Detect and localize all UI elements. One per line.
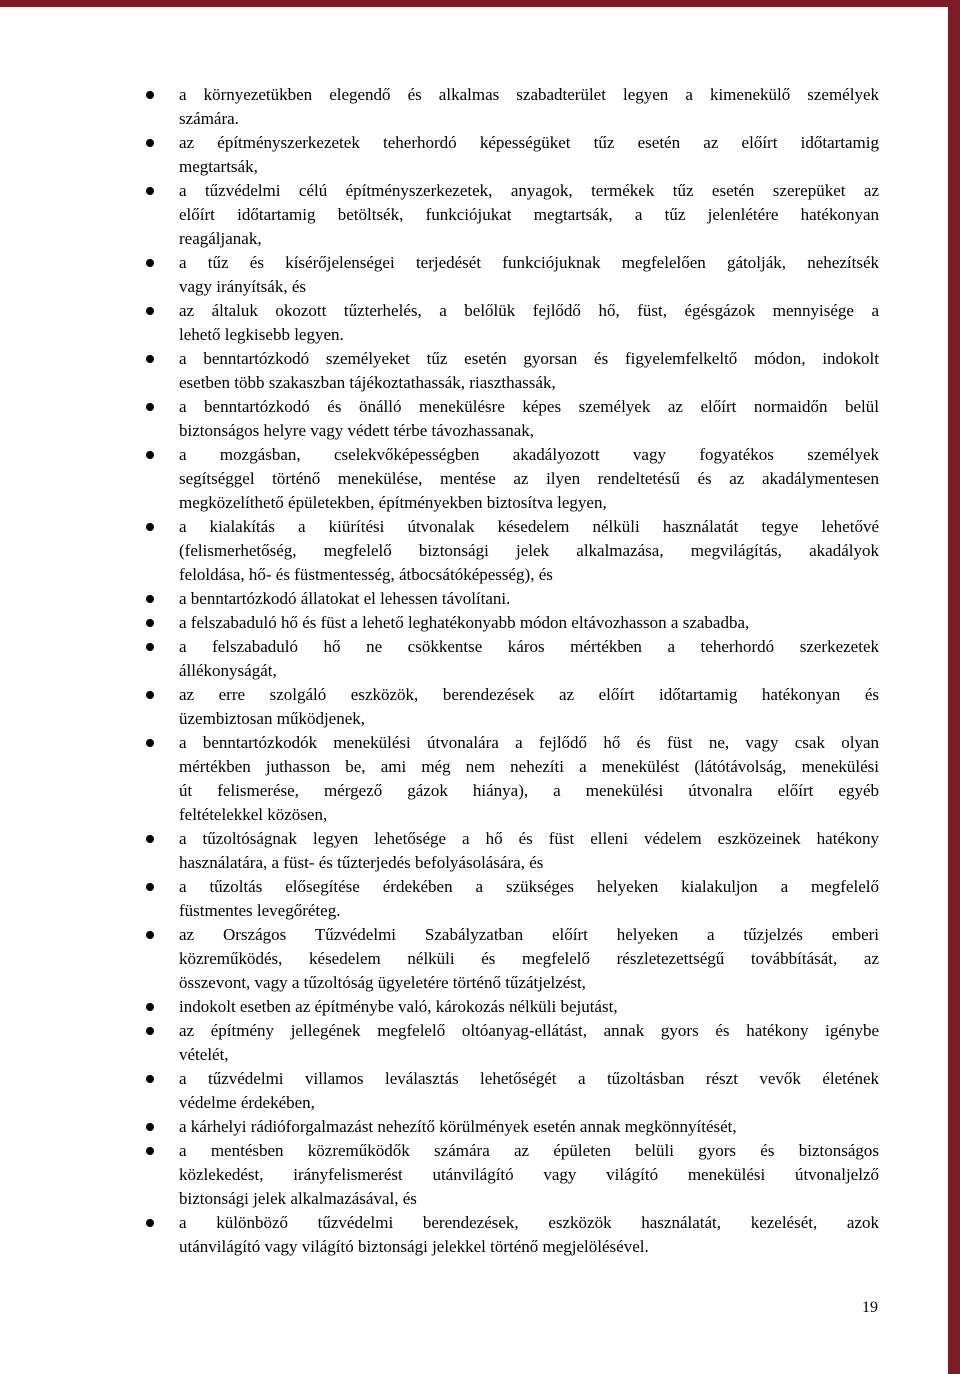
list-item-line: üzembiztosan működjenek, — [179, 709, 366, 728]
list-item — [179, 587, 879, 611]
list-item — [179, 611, 879, 635]
list-item-line: vagy irányítsák, és — [179, 277, 306, 296]
list-item-line: közlekedést, irányfelismerést utánvilágító vagy világító menekülési útvonaljelző — [179, 1165, 879, 1184]
list-item-line: feltételekkel közösen, — [179, 805, 328, 824]
list-item-line: használatára, a füst- és tűzterjedés befolyásolására, és — [179, 853, 544, 872]
bullet-marker — [146, 403, 154, 411]
bullet-marker — [146, 619, 154, 627]
list-item-line: a tűzvédelmi célú építményszerkezetek, anyagok, termékek tűz esetén szerepüket az — [179, 181, 879, 200]
list-item — [179, 83, 879, 131]
list-item-line: a mozgásban, cselekvőképességben akadályozott vagy fogyatékos személyek — [179, 445, 879, 464]
list-item-line: utánvilágító vagy világító biztonsági jelekkel történő megjelölésével. — [179, 1237, 649, 1256]
bullet-marker — [146, 835, 154, 843]
list-item-line: a felszabaduló hő és füst a lehető leghatékonyabb módon eltávozhasson a szabadba, — [179, 613, 750, 632]
bullet-marker — [146, 1003, 154, 1011]
list-item-line: a környezetükben elegendő és alkalmas szabadterület legyen a kimenekülő személyek — [179, 85, 879, 104]
bullet-marker — [146, 931, 154, 939]
bullet-marker — [146, 691, 154, 699]
list-item-line: a tűzvédelmi villamos leválasztás lehetőségét a tűzoltásban részt vevők életének — [179, 1069, 879, 1088]
list-item-line: a tűz és kísérőjelenségei terjedését funkciójuknak megfelelően gátolják, nehezítsék — [179, 253, 879, 272]
list-item — [179, 131, 879, 179]
bullet-marker — [146, 355, 154, 363]
list-item-line: a benntartózkodó állatokat el lehessen távolítani. — [179, 589, 511, 608]
list-item-line: védelme érdekében, — [179, 1093, 315, 1112]
list-item — [179, 179, 879, 251]
list-item-line: a benntartózkodók menekülési útvonalára a fejlődő hő és füst ne, vagy csak olyan — [179, 733, 879, 752]
bullet-marker — [146, 139, 154, 147]
bullet-marker — [146, 1123, 154, 1131]
list-item — [179, 395, 879, 443]
bullet-marker — [146, 1075, 154, 1083]
list-item — [179, 1139, 879, 1211]
list-item-line: állékonyságát, — [179, 661, 277, 680]
list-item-line: a felszabaduló hő ne csökkentse káros mértékben a teherhordó szerkezetek — [179, 637, 879, 656]
list-item-line: vételét, — [179, 1045, 229, 1064]
list-item-line: megközelíthető épületekben, építményekben biztosítva legyen, — [179, 493, 607, 512]
bullet-marker — [146, 451, 154, 459]
list-item — [179, 1211, 879, 1259]
list-item — [179, 347, 879, 395]
list-item-line: a benntartózkodó és önálló menekülésre képes személyek az előírt normaidőn belül — [179, 397, 879, 416]
list-item-line: biztonsági jelek alkalmazásával, és — [179, 1189, 417, 1208]
list-item-line: segítséggel történő menekülése, mentése az ilyen rendeltetésű és az akadálymentesen — [179, 469, 879, 488]
list-item-line: előírt időtartamig betöltsék, funkciójukat megtartsák, a tűz jelenlétére hatékonyan — [179, 205, 879, 224]
list-item-line: összevont, vagy a tűzoltóság ügyeletére történő tűzátjelzést, — [179, 973, 586, 992]
bullet-marker — [146, 883, 154, 891]
list-item-line: a kárhelyi rádióforgalmazást nehezítő körülmények esetén annak megkönnyítését, — [179, 1117, 737, 1136]
list-item-line: a benntartózkodó személyeket tűz esetén gyorsan és figyelemfelkeltő módon, indokolt — [179, 349, 879, 368]
list-item-line: indokolt esetben az építménybe való, károkozás nélküli bejutást, — [179, 997, 618, 1016]
list-item-line: a mentésben közreműködők számára az épületen belüli gyors és biztonságos — [179, 1141, 879, 1160]
list-item-line: az Országos Tűzvédelmi Szabályzatban előírt helyeken a tűzjelzés emberi — [179, 925, 879, 944]
list-item-line: (felismerhetőség, megfelelő biztonsági jelek alkalmazása, megvilágítás, akadályok — [179, 541, 879, 560]
list-item-line: az általuk okozott tűzterhelés, a belőlük fejlődő hő, füst, égésgázok mennyisége a — [179, 301, 879, 320]
list-item-line: az építményszerkezetek teherhordó képességüket tűz esetén az előírt időtartamig — [179, 133, 879, 152]
bullet-marker — [146, 307, 154, 315]
bullet-marker — [146, 643, 154, 651]
bullet-marker — [146, 1147, 154, 1155]
list-item — [179, 731, 879, 827]
list-item — [179, 515, 879, 587]
bullet-marker — [146, 91, 154, 99]
list-item — [179, 635, 879, 683]
list-item-line: az építmény jellegének megfelelő oltóanyag-ellátást, annak gyors és hatékony igénybe — [179, 1021, 879, 1040]
bullet-marker — [146, 1219, 154, 1227]
page-number: 19 — [862, 1299, 878, 1316]
list-item-line: füstmentes levegőréteg. — [179, 901, 341, 920]
list-item-line: a tűzoltás elősegítése érdekében a szükséges helyeken kialakuljon a megfelelő — [179, 877, 879, 896]
list-item — [179, 683, 879, 731]
list-item-line: biztonságos helyre vagy védett térbe távozhassanak, — [179, 421, 534, 440]
list-item-line: feloldása, hő- és füstmentesség, átbocsátóképesség), és — [179, 565, 553, 584]
bullet-marker — [146, 187, 154, 195]
list-item-line: esetben több szakaszban tájékoztathassák, riaszthassák, — [179, 373, 556, 392]
list-item — [179, 995, 879, 1019]
list-item — [179, 443, 879, 515]
list-item-line: az erre szolgáló eszközök, berendezések az előírt időtartamig hatékonyan és — [179, 685, 879, 704]
bullet-marker — [146, 595, 154, 603]
bullet-marker — [146, 1027, 154, 1035]
list-item — [179, 1067, 879, 1115]
list-item-line: reagáljanak, — [179, 229, 262, 248]
list-item-line: út felismerése, mérgező gázok hiánya), a menekülési útvonalra előírt egyéb — [179, 781, 879, 800]
list-item — [179, 299, 879, 347]
list-item-line: a tűzoltóságnak legyen lehetősége a hő és füst elleni védelem eszközeinek hatékony — [179, 829, 879, 848]
list-item-line: mértékben juthasson be, ami még nem nehezíti a menekülést (látótávolság, menekülési — [179, 757, 879, 776]
list-item-line: számára. — [179, 109, 239, 128]
bullet-marker — [146, 259, 154, 267]
list-item-line: közreműködés, késedelem nélküli és megfelelő részletezettségű továbbítását, az — [179, 949, 879, 968]
list-item — [179, 923, 879, 995]
bullet-marker — [146, 739, 154, 747]
bullet-marker — [146, 523, 154, 531]
list-item — [179, 875, 879, 923]
list-item-line: lehető legkisebb legyen. — [179, 325, 344, 344]
list-item — [179, 827, 879, 875]
list-item-line: megtartsák, — [179, 157, 258, 176]
list-item — [179, 1019, 879, 1067]
list-item — [179, 251, 879, 299]
list-item — [179, 1115, 879, 1139]
list-item-line: a különböző tűzvédelmi berendezések, eszközök használatát, kezelését, azok — [179, 1213, 879, 1232]
list-item-line: a kialakítás a kiürítési útvonalak késedelem nélküli használatát tegye lehetővé — [179, 517, 879, 536]
